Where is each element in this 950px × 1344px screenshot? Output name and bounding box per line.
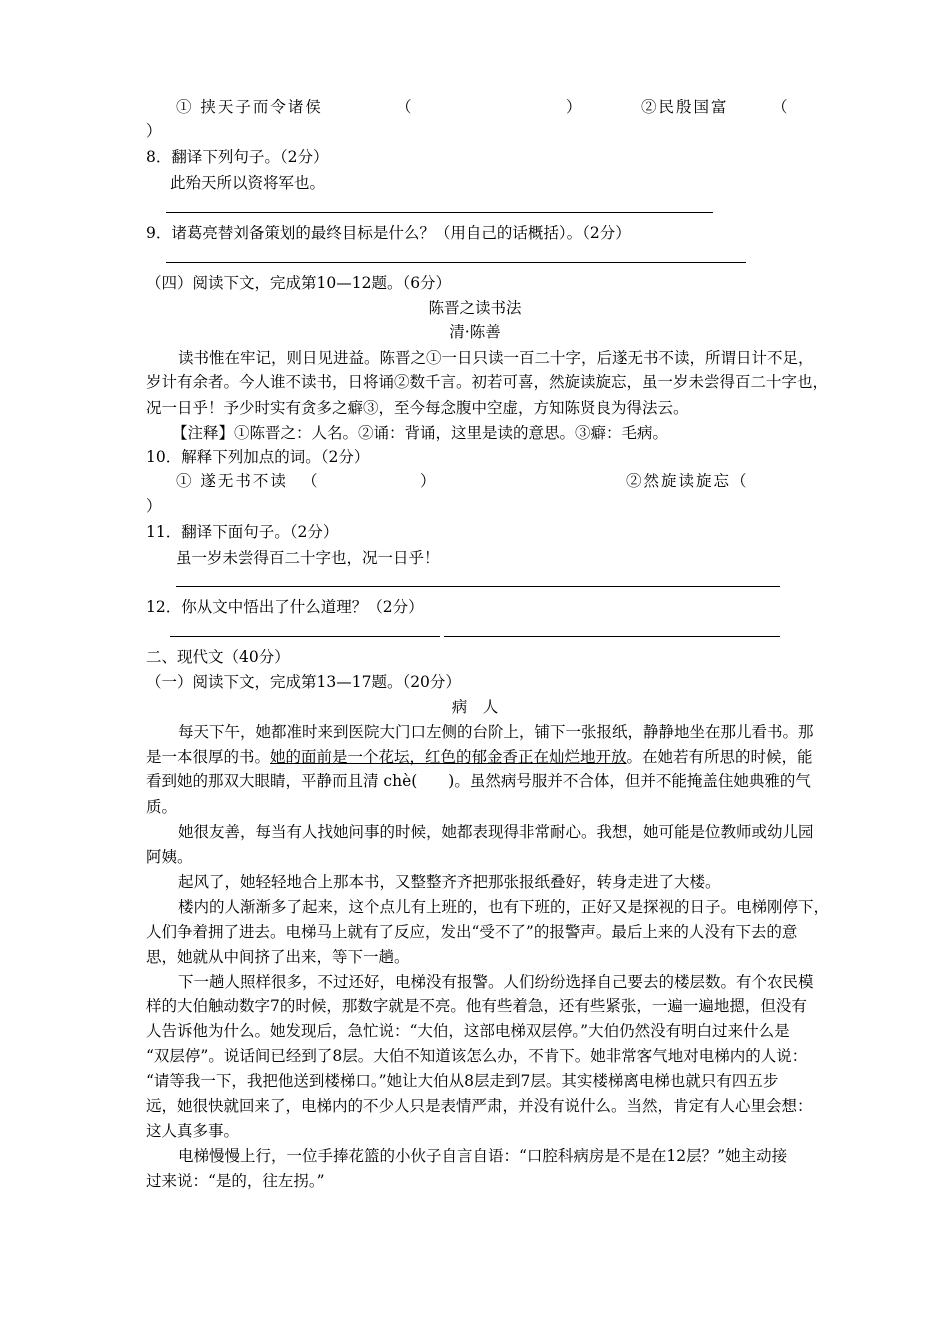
q8-answer-line (166, 212, 713, 213)
q7-open1: （ (396, 98, 412, 116)
q7-close1: ） (566, 98, 582, 116)
q7-open2: （ (772, 98, 788, 116)
q7-line (176, 95, 323, 119)
q7-close-wrap: ） (146, 122, 162, 140)
story-p4-l2: 人们争着拥了进去。电梯马上就有了反应，发出“受不了”的报警声。最后上来的人没有下去的意 (146, 923, 798, 941)
q11-label: 11．翻译下面句子。（2分） (146, 523, 339, 541)
story-p2-l2: 阿姨。 (146, 848, 193, 866)
sec4-line-2: 岁计有余者。今人谁不读书，日将诵②数千言。初若可喜，然旋读旋忘，虽一岁未尝得百二十字也， (146, 373, 829, 391)
q10-label: 10．解释下列加点的词。（2分） (146, 448, 370, 466)
story-p1-l2a: 是一本很厚的书。 (146, 748, 271, 766)
story-p1-l2b: 。在她若有所思的时候，能 (626, 748, 813, 766)
q11-answer-line (176, 586, 780, 587)
q12-label: 12．你从文中悟出了什么道理？（2分） (146, 598, 424, 616)
q10-item2: ②然旋读旋忘（ (626, 472, 749, 490)
story-p5-l6: 远，她很快就回来了，电梯内的不少人只是表情严肃，并没有说什么。当然，肯定有人心里会想： (146, 1097, 813, 1115)
q12-answer-line-b (444, 636, 780, 637)
part2-heading: 二、现代文（40分） (146, 648, 290, 666)
sec4-author: 清·陈善 (449, 323, 501, 341)
sec4-note: 【注释】①陈晋之：人名。②诵：背诵，这里是读的意思。③癖：毛病。 (172, 424, 669, 442)
q9-answer-line (166, 262, 746, 263)
q8-label: 8．翻译下列句子。（2分） (146, 148, 329, 166)
q7-item1: ① 挟天子而令诸侯 (176, 98, 323, 116)
story-p5-l5: “请等我一下，我把他送到楼梯口。”她让大伯从8层走到7层。其实楼梯离电梯也就只有四五步 (146, 1072, 779, 1090)
story-p6-l1: 电梯慢慢上行，一位手捧花篮的小伙子自言自语：“口腔科病房是不是在12层？”她主动接 (178, 1147, 788, 1165)
story-p5-l2: 样的大伯触动数字7的时候，那数字就是不亮。他有些着急，还有些紧张，一遍一遍地摁，但没有 (146, 997, 807, 1015)
q8-sentence: 此殆天所以资将军也。 (170, 174, 326, 192)
sec4-heading: （四）阅读下文，完成第10—12题。（6分） (146, 274, 452, 292)
story-p3-l1: 起风了，她轻轻地合上那本书，又整整齐齐把那张报纸叠好，转身走进了大楼。 (178, 873, 721, 891)
q10-open1: （ (302, 472, 318, 490)
q12-answer-line-a (170, 636, 440, 637)
story-p1-l1: 每天下午，她都准时来到医院大门口左侧的台阶上，铺下一张报纸，静静地坐在那儿看书。那 (178, 723, 814, 741)
story-p4-l1: 楼内的人渐渐多了起来，这个点儿有上班的，也有下班的，正好又是探视的日子。电梯刚停下， (178, 898, 830, 916)
sec4-title: 陈晋之读书法 (428, 299, 522, 317)
story-p1-l2 (146, 745, 813, 769)
story-p5-l4: “双层停”。说话间已经到了8层。大伯不知道该怎么办，不肯下。她非常客气地对电梯内的人说： (146, 1047, 808, 1065)
story-p5-l7: 这人真多事。 (146, 1122, 240, 1140)
sec4-line-3: 况一日乎！予少时实有贪多之癖③，至今每念腹中空虚，方知陈贤良为得法云。 (146, 399, 689, 417)
q7-item2: ②民殷国富 (641, 98, 729, 116)
q10-item1: ① 遂无书不读 (176, 472, 288, 490)
story-p2-l1: 她很友善，每当有人找她问事的时候，她都表现得非常耐心。我想，她可能是位教师或幼儿园 (178, 823, 814, 841)
story-underlined-sentence: 她的面前是一个花坛，红色的郁金香正在灿烂地开放 (270, 748, 627, 766)
story-p1-l4: 质。 (146, 798, 178, 816)
q10-close-wrap: ） (146, 497, 162, 515)
story-p4-l3: 思，她就从中间挤了出来，等下一趟。 (146, 948, 410, 966)
q11-sentence: 虽一岁未尝得百二十字也，况一日乎！ (176, 549, 440, 567)
story-p6-l2: 过来说：“是的，往左拐。” (146, 1172, 325, 1190)
part2-sub: （一）阅读下文，完成第13—17题。（20分） (146, 673, 461, 691)
story-p1-l3: 看到她的那双大眼睛，平静而且清 chè( )。虽然病号服并不合体，但并不能掩盖住她典雅的气 (146, 772, 811, 790)
sec4-line-1: 读书惟在牢记，则日见进益。陈晋之①一日只读一百二十字，后遂无书不读，所谓日计不足， (178, 349, 814, 367)
story-p5-l1: 下一趟人照样很多，不过还好，电梯没有报警。人们纷纷选择自己要去的楼层数。有个农民模 (178, 973, 814, 991)
q10-close1: ） (420, 472, 436, 490)
q9-label: 9．诸葛亮替刘备策划的最终目标是什么？（用自己的话概括）。（2分） (146, 224, 631, 242)
story-title: 病 人 (451, 698, 499, 716)
story-p5-l3: 人告诉他为什么。她发现后，急忙说：“大伯，这部电梯双层停。”大伯仍然没有明白过来什么是 (146, 1022, 790, 1040)
